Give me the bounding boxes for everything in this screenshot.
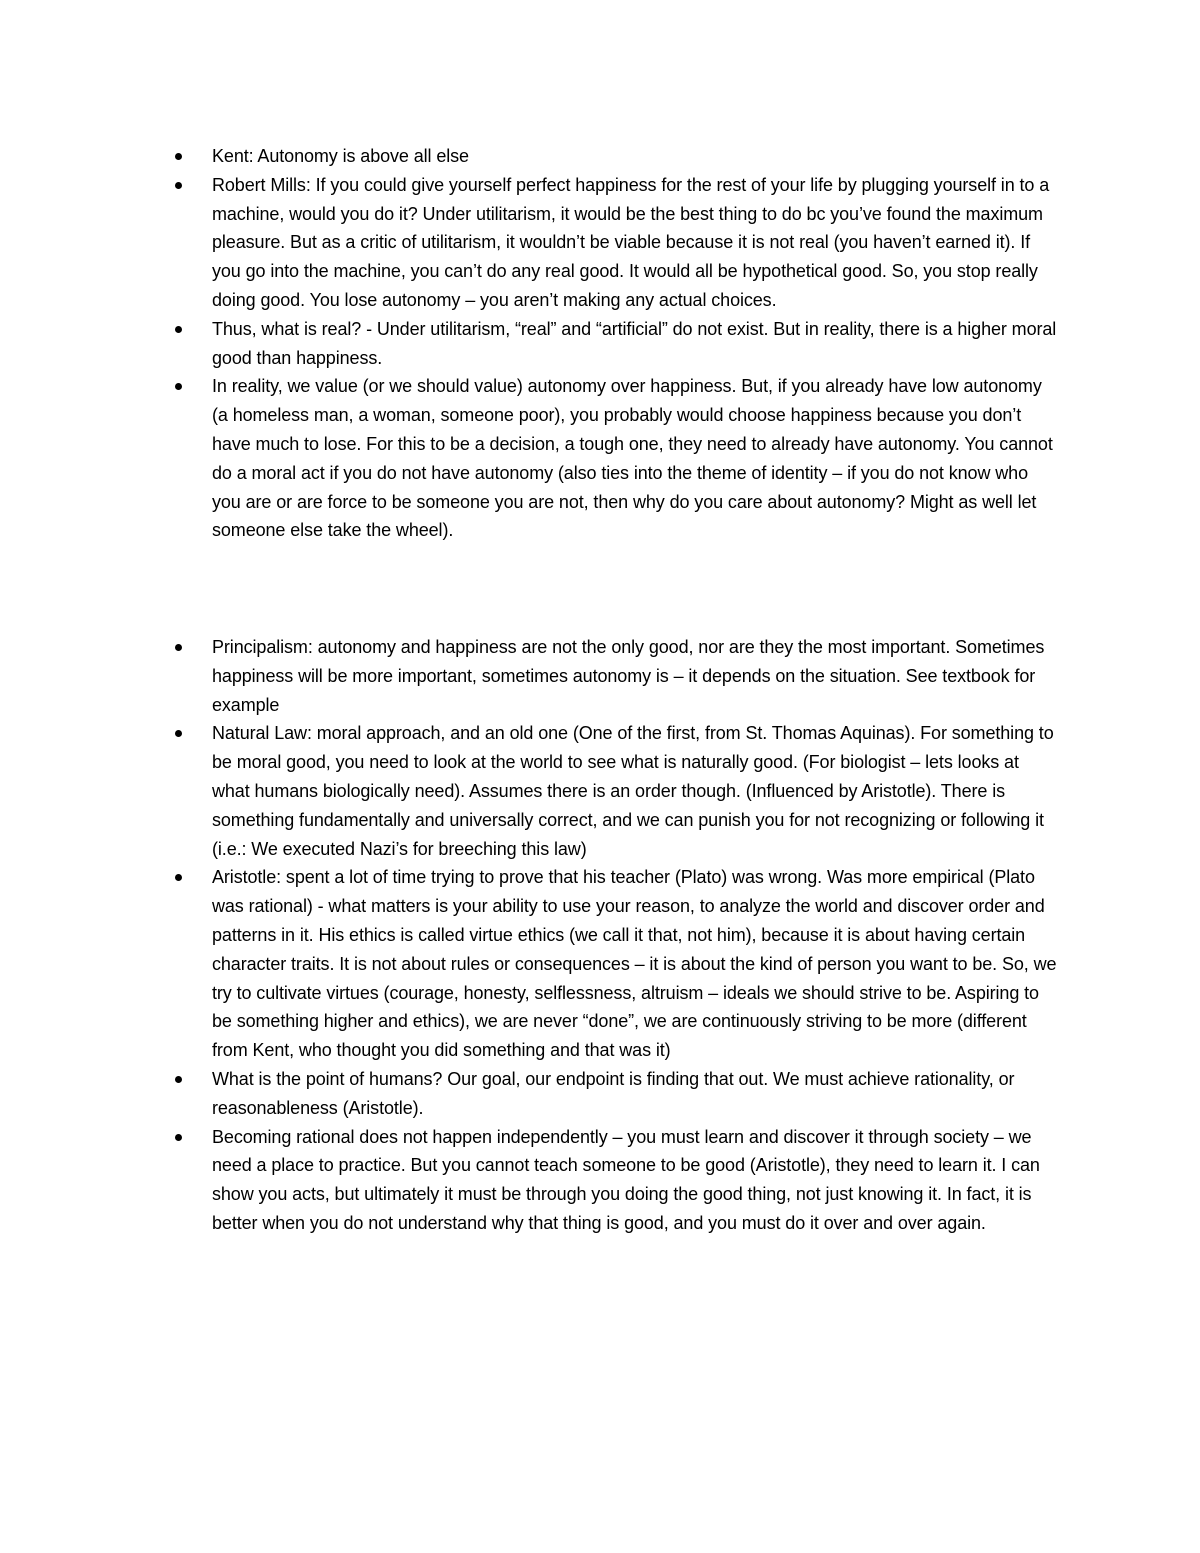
list-item-text: Kent: Autonomy is above all else bbox=[212, 146, 469, 166]
list-item-text: Thus, what is real? - Under utilitarism, “real” and “artificial” do not exist. But in reality, there is a higher moral good than happiness. bbox=[212, 318, 1057, 368]
bullet-icon bbox=[175, 874, 182, 881]
list-item bbox=[175, 719, 1060, 863]
bullet-icon bbox=[175, 730, 182, 737]
list-item-text: Principalism: autonomy and happiness are not the only good, nor are they the most important. Sometimes happiness will be more important, sometimes autonomy is – it depends on the situation. See textbook for example bbox=[212, 637, 1045, 715]
list-item-text: In reality, we value (or we should value) autonomy over happiness. But, if you already have low autonomy (a homeless man, a woman, someone poor), you probably would choose happiness because you don’t have much to lose. For this to be a decision, a tough one, they need to already have autonomy. You cannot do a moral act if you do not have autonomy (also ties into the theme of identity – if you do not know who you are or are force to be someone you are not, then why do you care about autonomy? Might as well let someone else take the wheel). bbox=[212, 376, 1053, 541]
list-item-text: Aristotle: spent a lot of time trying to prove that his teacher (Plato) was wrong. Was more empirical (Plato was rational) - what matters is your ability to use your reason, to analyze the world and discover order and patterns in it. His ethics is called virtue ethics (we call it that, not him), because it is about having certain character traits. It is not about rules or consequences – it is about the kind of person you want to be. So, we try to cultivate virtues (courage, honesty, selflessness, altruism – ideals we should strive to be. Aspiring to be something higher and ethics), we are never “done”, we are continuously striving to be more (different from Kent, who thought you did something and that was it) bbox=[212, 867, 1057, 1061]
bullet-icon bbox=[175, 1134, 182, 1141]
list-item-text: Natural Law: moral approach, and an old one (One of the first, from St. Thomas Aquinas). For something to be moral good, you need to look at the world to see what is naturally good. (For biologist – lets looks at what humans biologically need). Assumes there is an order though. (Influenced by Aristotle). There is something fundamentally and universally correct, and we can punish you for not recognizing or following it (i.e.: We executed Nazi’s for breeching this law) bbox=[212, 723, 1054, 859]
bullet-list-section-2 bbox=[175, 633, 1060, 1238]
list-item-text: Robert Mills: If you could give yourself perfect happiness for the rest of your life by plugging yourself in to a machine, would you do it? Under utilitarism, it would be the best thing to do bc you’ve found the maximum pleasure. But as a critic of utilitarism, it wouldn’t be viable because it is not real (you haven’t earned it). If you go into the machine, you can’t do any real good. It would all be hypothetical good. So, you stop really doing good. You lose autonomy – you aren’t making any actual choices. bbox=[212, 174, 1050, 310]
bullet-icon bbox=[175, 153, 182, 160]
list-item bbox=[175, 315, 1060, 373]
list-item bbox=[175, 142, 1060, 171]
bullet-icon bbox=[175, 326, 182, 333]
list-item bbox=[175, 1123, 1060, 1238]
list-item bbox=[175, 1065, 1060, 1123]
list-item-text: Becoming rational does not happen independently – you must learn and discover it through society – we need a place to practice. But you cannot teach someone to be good (Aristotle), they need to learn it. I can show you acts, but ultimately it must be through you doing the good thing, not just knowing it. In fact, it is better when you do not understand why that thing is good, and you must do it over and over again. bbox=[212, 1126, 1040, 1233]
bullet-icon bbox=[175, 644, 182, 651]
list-item bbox=[175, 171, 1060, 315]
bullet-icon bbox=[175, 1076, 182, 1083]
list-item bbox=[175, 372, 1060, 545]
bullet-icon bbox=[175, 383, 182, 390]
bullet-list-section-1 bbox=[175, 142, 1060, 545]
list-item bbox=[175, 633, 1060, 719]
bullet-icon bbox=[175, 182, 182, 189]
list-item-text: What is the point of humans? Our goal, our endpoint is finding that out. We must achieve rationality, or reasonableness (Aristotle). bbox=[212, 1068, 1015, 1118]
list-item bbox=[175, 863, 1060, 1065]
